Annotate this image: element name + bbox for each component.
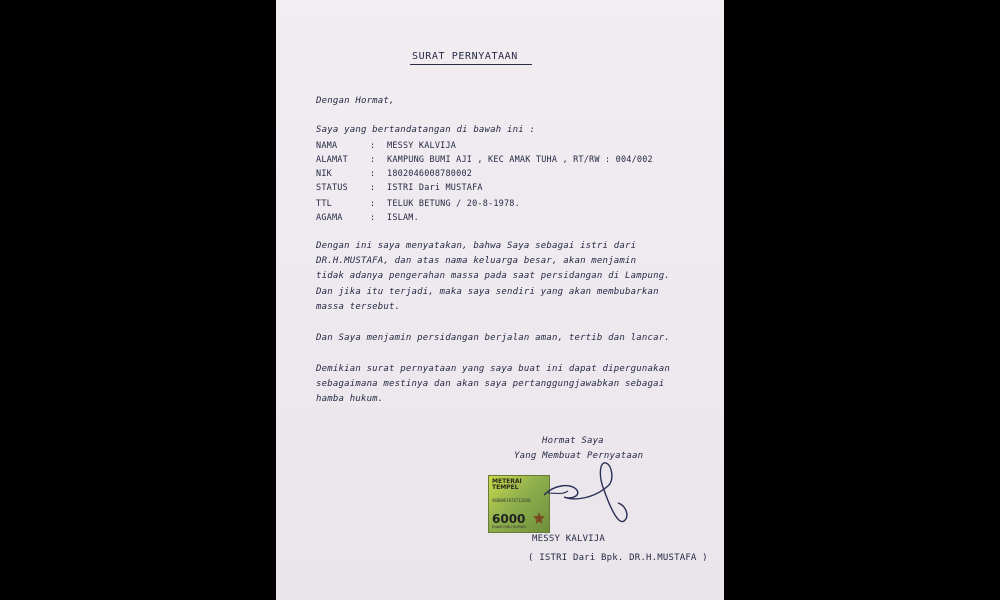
- field-label-alamat: ALAMAT: [316, 155, 348, 165]
- paragraph-3-line: sebagaimana mestinya dan akan saya pertanggungjawabkan sebagai: [316, 379, 665, 389]
- field-separator: :: [370, 199, 376, 209]
- stamp-code: A6DBAEF876712058: [492, 498, 531, 503]
- field-label-agama: AGAMA: [316, 213, 343, 223]
- paragraph-1-line: Dan jika itu terjadi, maka saya sendiri yang akan membubarkan: [316, 287, 659, 297]
- paragraph-2: Dan Saya menjamin persidangan berjalan aman, tertib dan lancar.: [316, 333, 670, 343]
- letter-title: SURAT PERNYATAAN: [412, 51, 518, 62]
- field-separator: :: [370, 183, 376, 193]
- field-value-nama: MESSY KALVIJA: [387, 141, 457, 151]
- handwritten-signature-icon: [514, 455, 634, 535]
- field-label-ttl: TTL: [316, 199, 332, 209]
- title-underline: [410, 64, 532, 65]
- stamp-value: 6000: [492, 512, 526, 526]
- field-value-status: ISTRI Dari MUSTAFA: [387, 183, 483, 193]
- paragraph-1-line: tidak adanya pengerahan massa pada saat persidangan di Lampung.: [316, 271, 670, 281]
- field-label-nama: NAMA: [316, 141, 338, 151]
- field-value-ttl: TELUK BETUNG / 20-8-1978.: [387, 199, 520, 209]
- signer-name: MESSY KALVIJA: [532, 534, 606, 544]
- stamp-subtext: ENAM RIBU RUPIAH: [492, 525, 527, 529]
- field-separator: :: [370, 155, 376, 165]
- field-separator: :: [370, 169, 376, 179]
- paragraph-1-line: massa tersebut.: [316, 302, 401, 312]
- field-separator: :: [370, 141, 376, 151]
- paragraph-3-line: Demikian surat pernyataan yang saya buat ini dapat dipergunakan: [316, 364, 670, 374]
- paragraph-1-line: Dengan ini saya menyatakan, bahwa Saya sebagai istri dari: [316, 241, 637, 251]
- field-label-nik: NIK: [316, 169, 332, 179]
- letter-paper: [276, 0, 724, 600]
- paragraph-3-line: hamba hukum.: [316, 394, 384, 404]
- field-label-status: STATUS: [316, 183, 348, 193]
- field-value-nik: 1802046008780002: [387, 169, 473, 179]
- field-value-alamat: KAMPUNG BUMI AJI , KEC AMAK TUHA , RT/RW : 004/002: [387, 155, 653, 165]
- signer-role: ( ISTRI Dari Bpk. DR.H.MUSTAFA ): [528, 553, 708, 563]
- salutation: Dengan Hormat,: [316, 96, 395, 106]
- field-separator: :: [370, 213, 376, 223]
- closing-greeting: Hormat Saya: [542, 436, 604, 446]
- field-value-agama: ISLAM.: [387, 213, 419, 223]
- stamp-title: METERAI TEMPEL: [492, 478, 522, 491]
- maker-line: Yang Membuat Pernyataan: [514, 451, 644, 461]
- intro-line: Saya yang bertandatangan di bawah ini :: [316, 125, 536, 135]
- paragraph-1-line: DR.H.MUSTAFA, dan atas nama keluarga besar, akan menjamin: [316, 256, 637, 266]
